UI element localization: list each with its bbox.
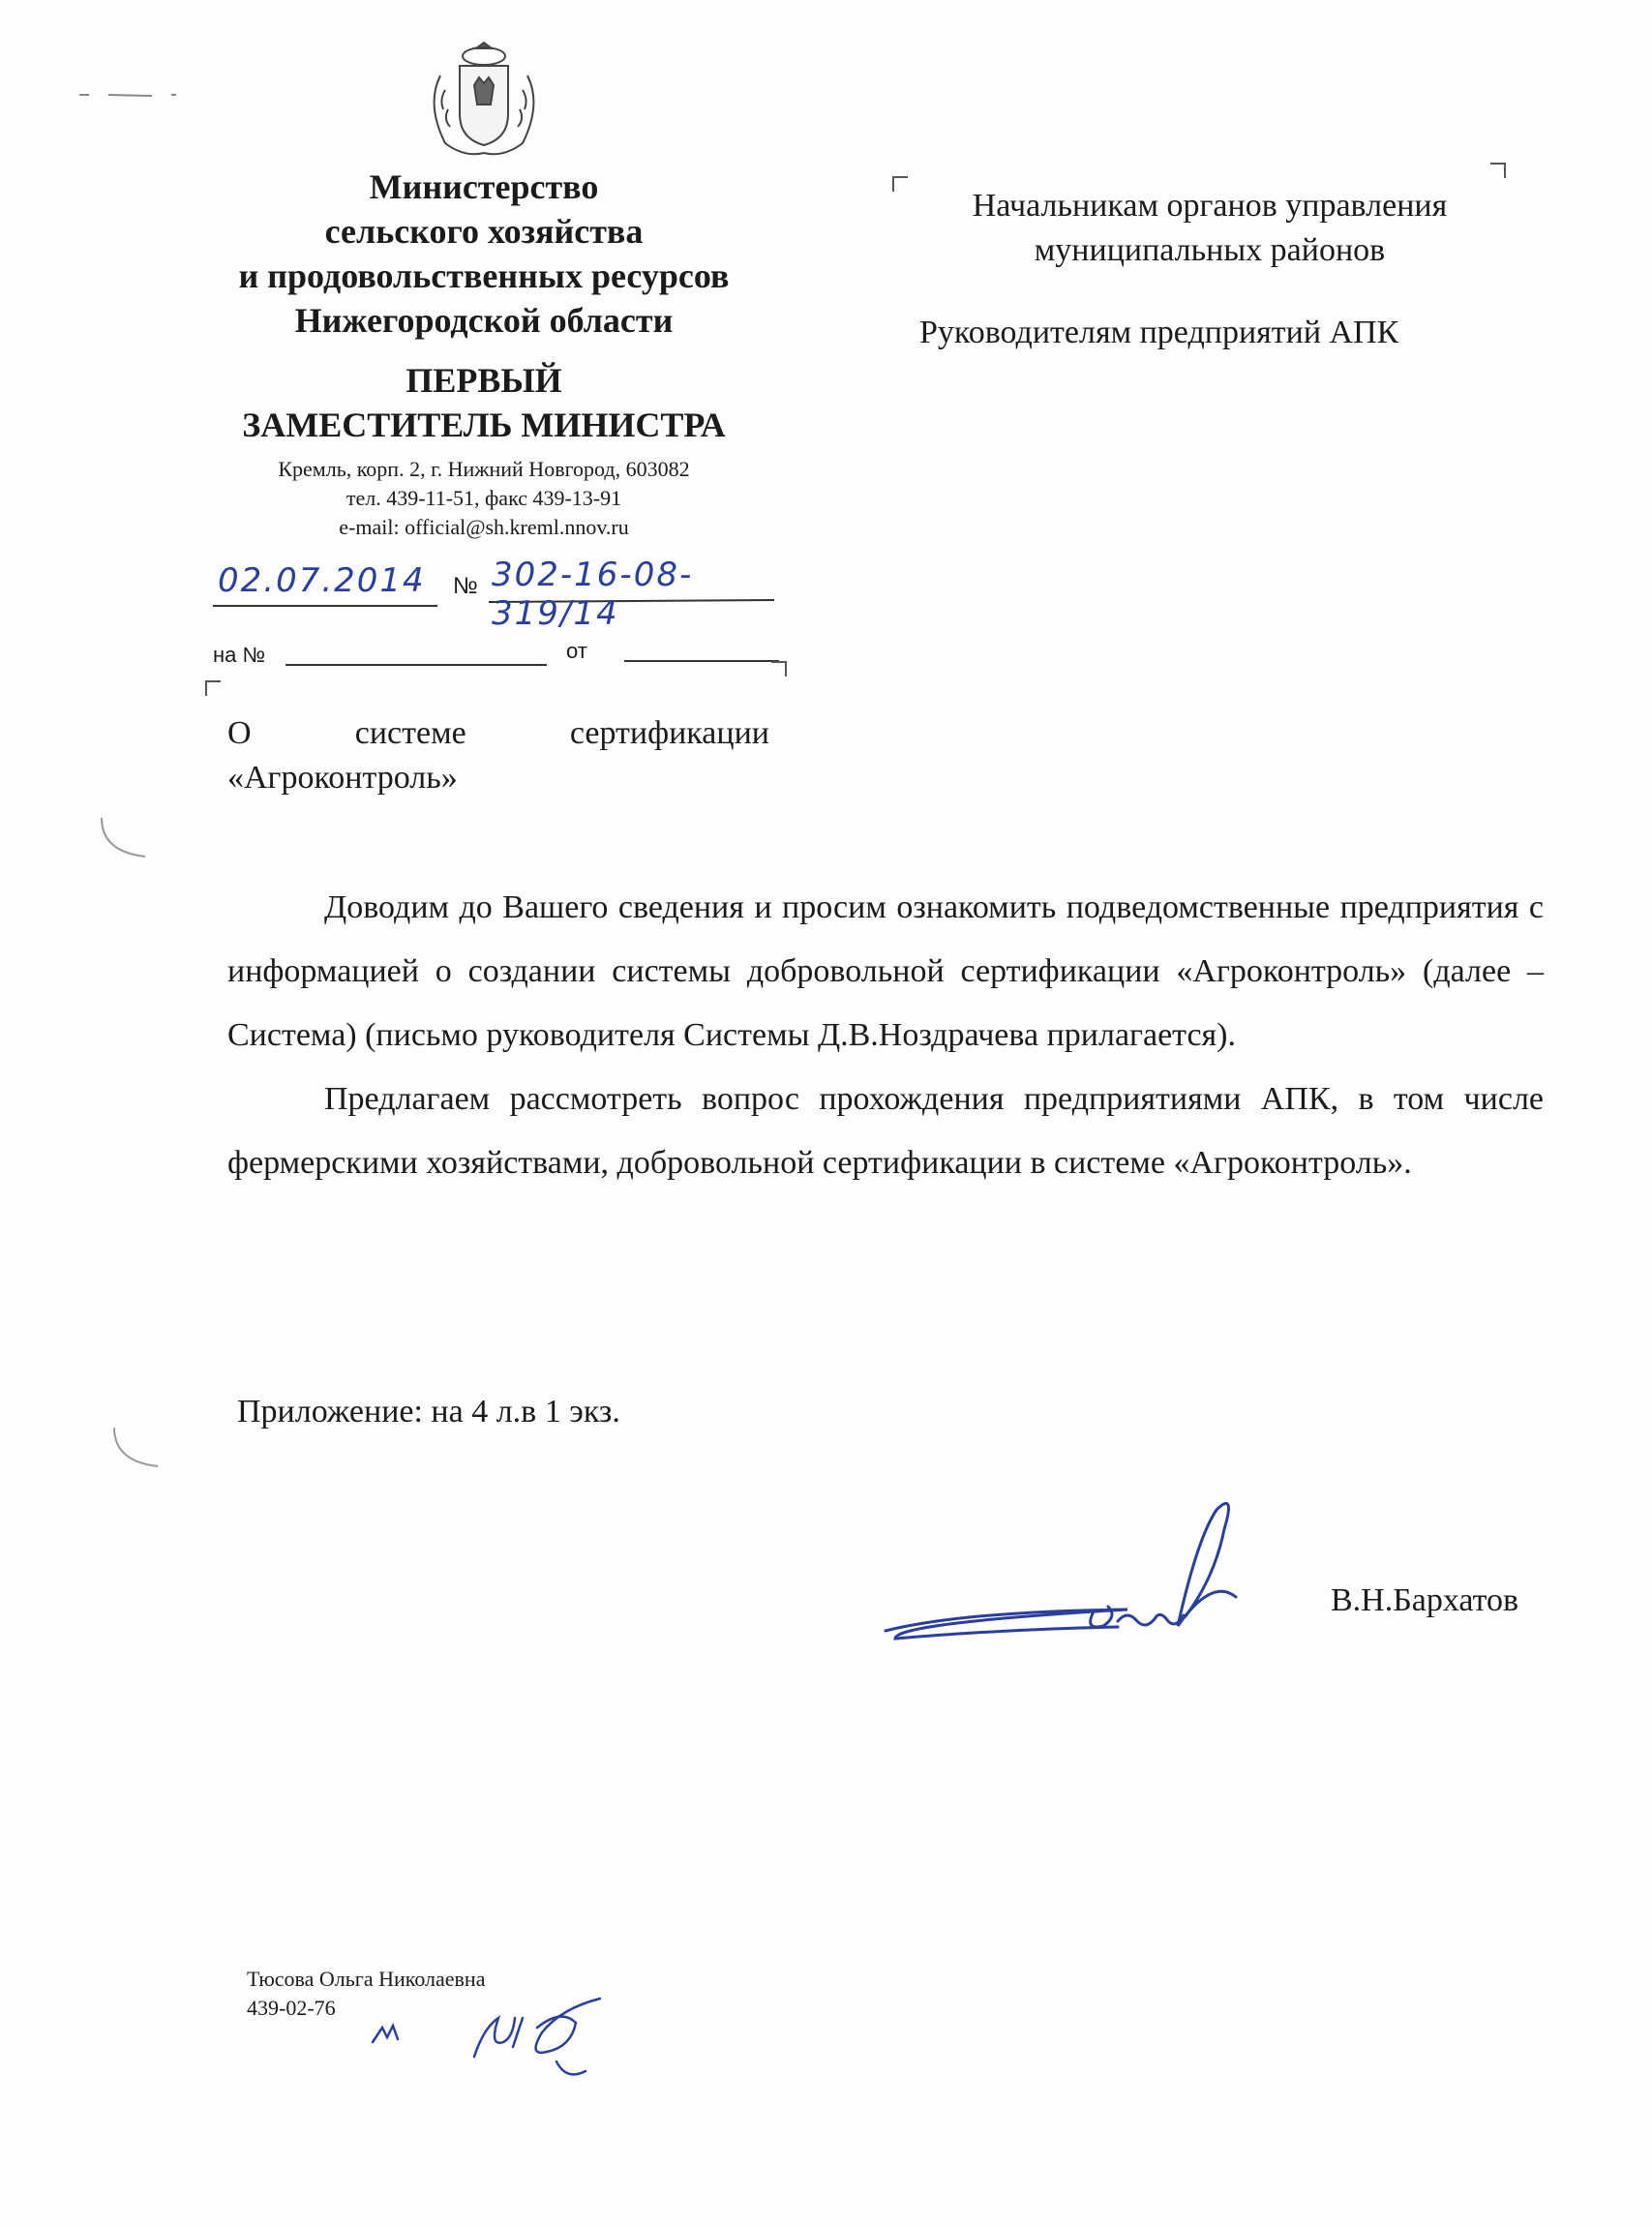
letter-body [227, 876, 1544, 1195]
reference-date-field [624, 660, 779, 662]
corner-mark [1490, 163, 1506, 178]
addressee-second: Руководителям предприятий АПК [919, 315, 1399, 350]
contact-details [174, 455, 794, 542]
reference-row [213, 639, 803, 676]
reference-date-label: от [566, 639, 587, 663]
organization-name [174, 165, 794, 343]
signer-name: В.Н.Бархатов [1331, 1582, 1519, 1618]
corner-mark [771, 661, 787, 677]
number-sign: № [453, 573, 478, 599]
subject-word: О [227, 715, 252, 751]
org-line: Нижегородской области [294, 301, 674, 340]
subject-word: сертификации [569, 715, 769, 751]
punch-hole-mark [105, 1423, 172, 1471]
addressee-block [900, 184, 1519, 273]
body-paragraph: Доводим до Вашего сведения и просим ознакомить подведомственные предприятия с информацией о создании системы добровольной сертификации «Агроконтроль» (далее – Система) (письмо руководителя Системы Д.В.Ноздрачева прилагается). [227, 889, 1544, 1053]
reference-number-label: на № [213, 643, 266, 667]
email-line: e-mail: official@sh.kreml.nnov.ru [339, 515, 629, 539]
coat-of-arms-emblem [411, 37, 556, 163]
addressee-line: муниципальных районов [1034, 232, 1386, 268]
address-line: Кремль, корп. 2, г. Нижний Новгород, 603082 [278, 457, 690, 481]
scan-mark [79, 87, 186, 97]
initials-signature [368, 1989, 677, 2076]
executor-phone: 439-02-76 [247, 1996, 336, 2020]
letter-subject [227, 711, 769, 800]
sender-post [174, 358, 794, 447]
phone-line: тел. 439-11-51, факс 439-13-91 [345, 486, 622, 510]
punch-hole-mark [92, 813, 160, 861]
corner-mark [205, 680, 221, 696]
org-line: Министерство [369, 167, 599, 206]
reference-number-field [285, 664, 547, 666]
executor-name: Тюсова Ольга Николаевна [247, 1967, 486, 1991]
post-line: ЗАМЕСТИТЕЛЬ МИНИСТРА [242, 406, 726, 444]
org-line: и продовольственных ресурсов [238, 256, 730, 295]
post-line: ПЕРВЫЙ [405, 361, 562, 400]
body-paragraph: Предлагаем рассмотреть вопрос прохождения предприятиями АПК, в том числе фермерскими хозяйствами, добровольной сертификации в системе «Агроконтроль». [227, 1081, 1544, 1181]
subject-word: системе [354, 715, 466, 751]
registration-date: 02.07.2014 [218, 561, 426, 600]
subject-line-2: «Агроконтроль» [227, 760, 458, 796]
org-line: сельского хозяйства [324, 212, 644, 251]
appendix-note: Приложение: на 4 л.в 1 экз. [237, 1394, 620, 1429]
registration-number: 302-16-08-319/14 [492, 556, 694, 633]
handwritten-signature [876, 1490, 1302, 1665]
addressee-line: Начальникам органов управления [972, 188, 1448, 224]
